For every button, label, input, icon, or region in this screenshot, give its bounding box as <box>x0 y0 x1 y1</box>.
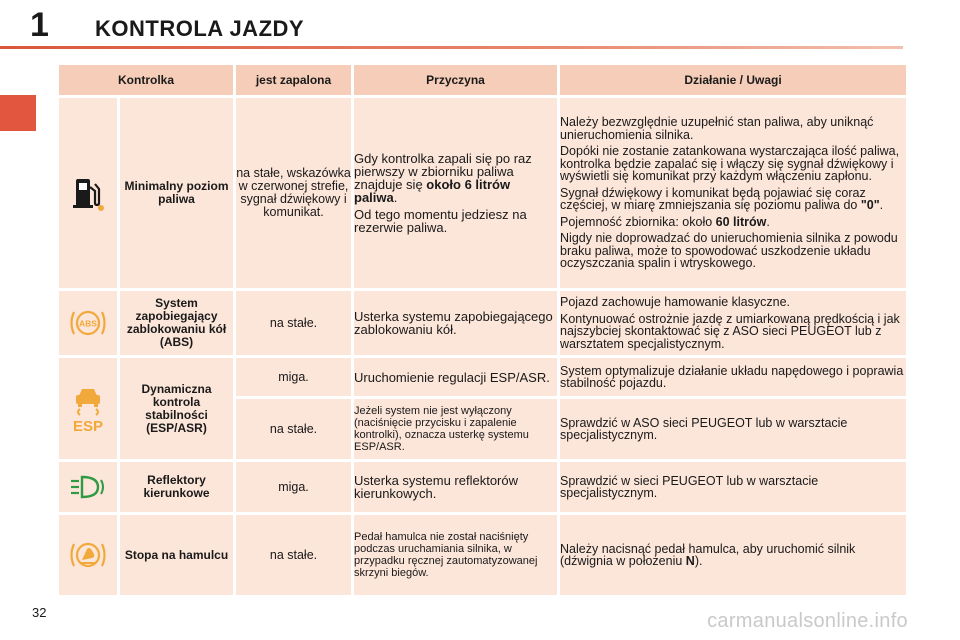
headlamp-light-action: Sprawdzić w sieci PEUGEOT lub w warsztacie specjalistycznym. <box>560 462 906 512</box>
esp-skid-icon <box>68 384 108 434</box>
fuel-icon-cell <box>59 98 117 288</box>
abs-icon <box>68 306 108 340</box>
brake-light-state: na stałe. <box>236 515 351 595</box>
fuel-pump-icon <box>68 173 108 213</box>
brake-icon-cell <box>59 515 117 595</box>
chapter-tab-marker <box>0 95 36 131</box>
page-number: 32 <box>32 605 47 620</box>
chapter-number: 1 <box>30 6 49 44</box>
esp-steady-action: Sprawdzić w ASO sieci PEUGEOT lub w warsztacie specjalistycznym. <box>560 399 906 459</box>
esp-light-name: Dynamiczna kontrola stabilności (ESP/ASR) <box>120 358 233 459</box>
column-header-state: jest zapalona <box>236 65 351 95</box>
page-title: KONTROLA JAZDY <box>95 16 305 41</box>
warning-lights-table <box>56 62 909 598</box>
column-header-kontrolka: Kontrolka <box>59 65 233 95</box>
abs-light-cause: Usterka systemu zapobiegającego zablokowaniu kół. <box>354 291 557 355</box>
table-row <box>59 358 906 396</box>
brake-light-name: Stopa na hamulcu <box>120 515 233 595</box>
headlamp-light-state: miga. <box>236 462 351 512</box>
fuel-light-name: Minimalny poziom paliwa <box>120 98 233 288</box>
svg-text:ESP: ESP <box>72 417 104 434</box>
table-row <box>59 98 906 288</box>
fuel-light-state: na stałe, wskazówka w czerwonej strefie, sygnał dźwiękowy i komunikat. <box>236 98 351 288</box>
svg-text:ABS: ABS <box>79 318 97 329</box>
esp-steady-cause: Jeżeli system nie jest wyłączony (naciśnięcie przycisku i zapalenie kontrolki), oznacza usterkę systemu ESP/ASR. <box>354 399 557 459</box>
fuel-light-cause: Gdy kontrolka zapali się po raz pierwszy w zbiorniku paliwa znajduje się około 6 litrów paliwa. Od tego momentu jedziesz na rezerwie paliwa. <box>354 98 557 288</box>
fuel-light-action: Należy bezwzględnie uzupełnić stan paliwa, aby uniknąć unieruchomienia silnika. Dopóki nie zostanie zatankowana wystarczająca ilość paliwa, kontrolka będzie zapalać się i włączy się sygnał dźwiękowy i wyświetli się komunikat przy każdym włączeniu zapłonu. Sygnał dźwiękowy i komunikat będą pojawiać się coraz częściej, w miarę zmniejszania się poziomu paliwa do "0". Pojemność zbiornika: około 60 litrów. Nigdy nie doprowadzać do unieruchomienia silnika z powodu braku paliwa, może to spowodować uszkodzenie układu oczyszczania spalin i wtryskowego. <box>560 98 906 288</box>
brake-light-cause: Pedał hamulca nie został naciśnięty podczas uruchamiania silnika, w przypadku ręcznej zautomatyzowanej skrzyni biegów. <box>354 515 557 595</box>
headlamp-leveling-icon <box>68 473 108 501</box>
esp-icon-cell <box>59 358 117 459</box>
abs-light-state: na stałe. <box>236 291 351 355</box>
headlamp-light-name: Reflektory kierunkowe <box>120 462 233 512</box>
heading-rule <box>0 46 903 49</box>
abs-light-name: System zapobiegający zablokowaniu kół (ABS) <box>120 291 233 355</box>
brake-pedal-icon <box>68 538 108 572</box>
watermark: carmanualsonline.info <box>707 610 908 632</box>
abs-icon-cell <box>59 291 117 355</box>
column-header-cause: Przyczyna <box>354 65 557 95</box>
abs-light-action: Pojazd zachowuje hamowanie klasyczne. Kontynuować ostrożnie jazdę z umiarkowaną prędkością i jak najszybciej skontaktować się z ASO sieci PEUGEOT lub z warsztatem specjalistycznym. <box>560 291 906 355</box>
table-row <box>59 515 906 595</box>
headlamp-light-cause: Usterka systemu reflektorów kierunkowych. <box>354 462 557 512</box>
esp-blink-cause: Uruchomienie regulacji ESP/ASR. <box>354 358 557 396</box>
table-header-row <box>59 65 906 95</box>
esp-blink-state: miga. <box>236 358 351 396</box>
headlamp-icon-cell <box>59 462 117 512</box>
table-row <box>59 462 906 512</box>
table-row <box>59 291 906 355</box>
esp-blink-action: System optymalizuje działanie układu napędowego i poprawia stabilność pojazdu. <box>560 358 906 396</box>
esp-steady-state: na stałe. <box>236 399 351 459</box>
column-header-action: Działanie / Uwagi <box>560 65 906 95</box>
brake-light-action: Należy nacisnąć pedał hamulca, aby uruchomić silnik (dźwignia w położeniu N). <box>560 515 906 595</box>
